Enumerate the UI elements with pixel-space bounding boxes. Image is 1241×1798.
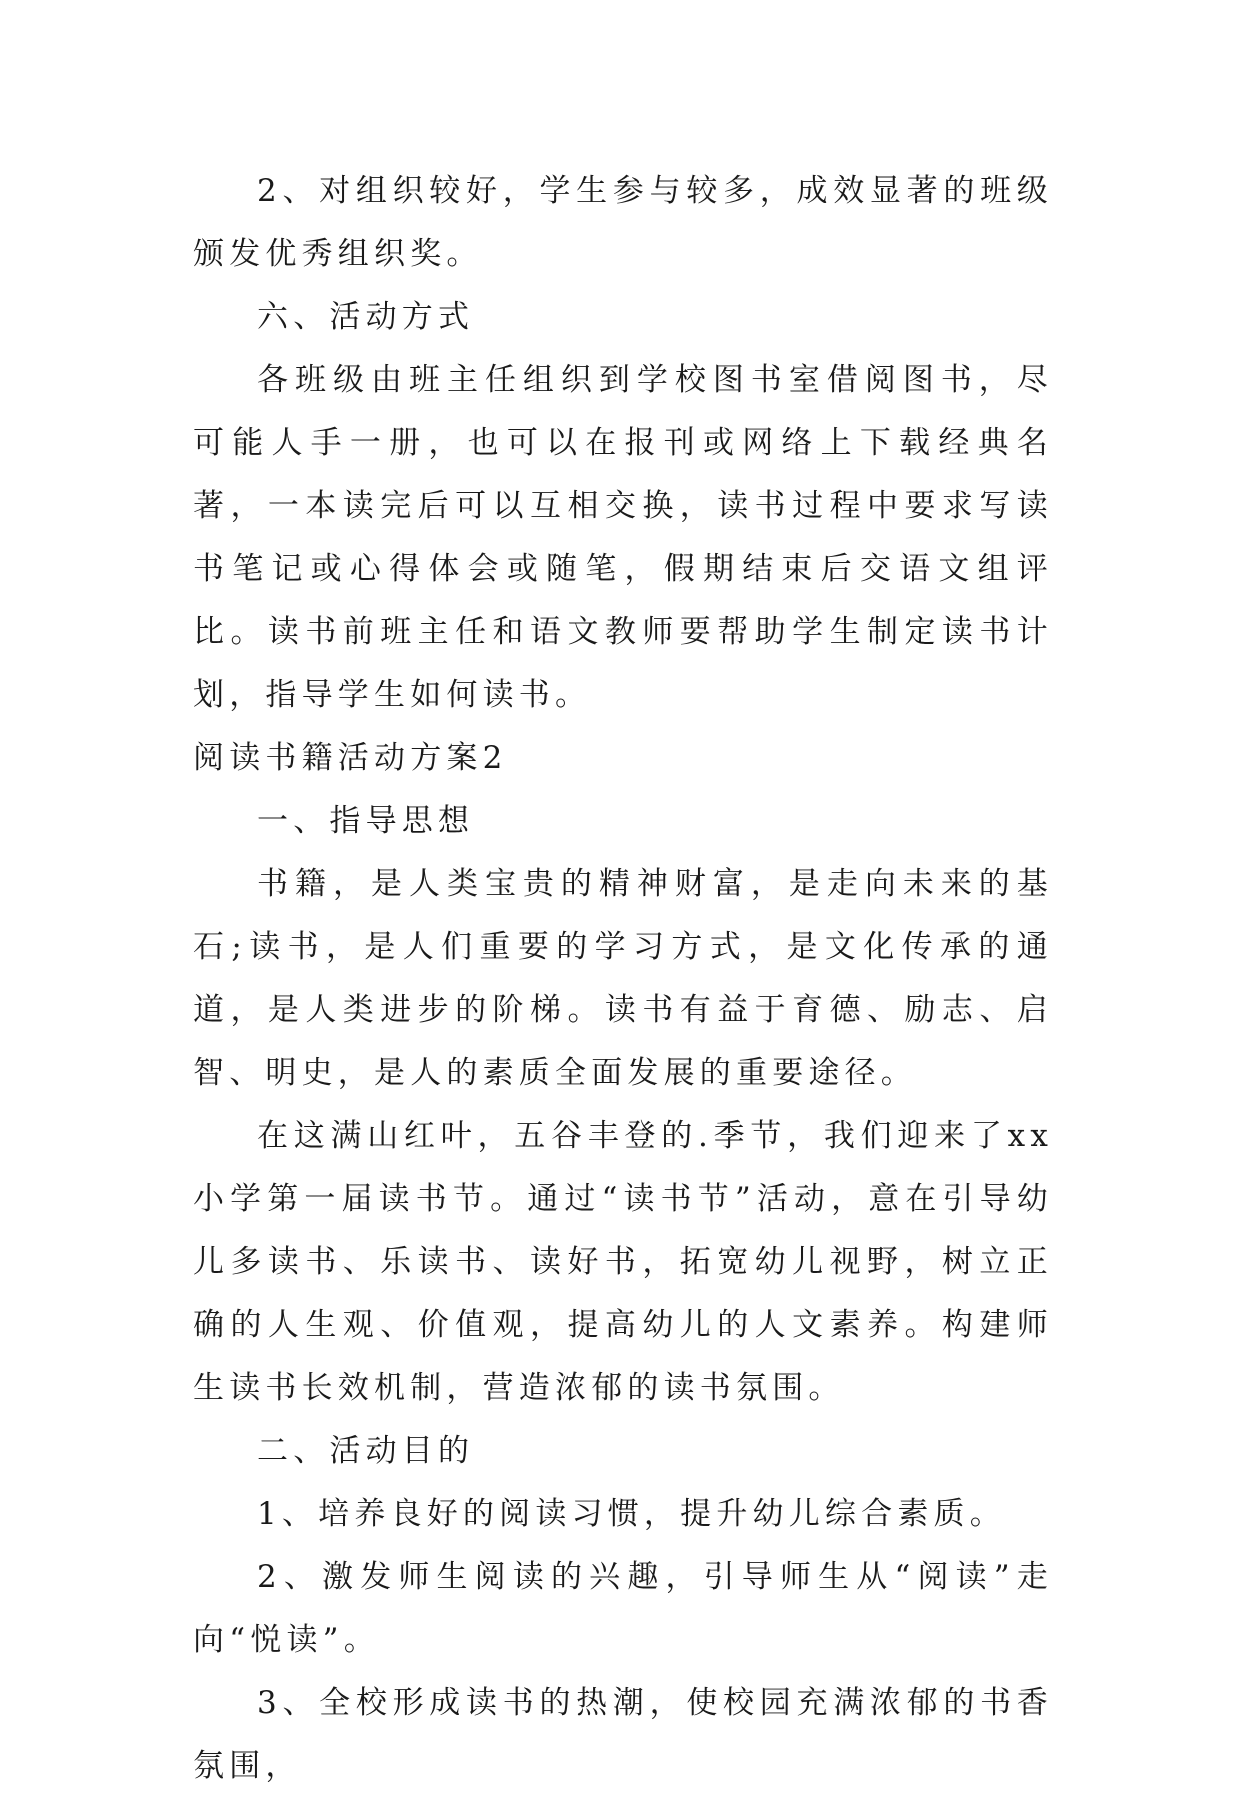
purpose-item-3: 3、全校形成读书的热潮，使校园充满浓郁的书香氛围，: [193, 1685, 1053, 1784]
reading-festival-paragraph: 在这满山红叶，五谷丰登的.季节，我们迎来了xx小学第一届读书节。通过“读书节”活动，意在引导幼儿多读书、乐读书、读好书，拓宽幼儿视野，树立正确的人生观、价值观，提高幼儿的人文素养。构建师生读书长效机制，营造浓郁的读书氛围。: [193, 1118, 1053, 1406]
document-body: [193, 160, 1053, 1798]
plan-title: 阅读书籍活动方案2: [193, 740, 508, 776]
guiding-thought-paragraph: 书籍，是人类宝贵的精神财富，是走向未来的基石;读书，是人们重要的学习方式，是文化传承的通道，是人类进步的阶梯。读书有益于育德、励志、启智、明史，是人的素质全面发展的重要途径。: [193, 866, 1053, 1091]
section-heading-guiding-thought: 一、指导思想: [257, 803, 475, 839]
activity-method-paragraph: 各班级由班主任组织到学校图书室借阅图书，尽可能人手一册，也可以在报刊或网络上下载经典名著，一本读完后可以互相交换，读书过程中要求写读书笔记或心得体会或随笔，假期结束后交语文组评比。读书前班主任和语文教师要帮助学生制定读书计划，指导学生如何读书。: [193, 362, 1053, 713]
award-item-2: 2、对组织较好，学生参与较多，成效显著的班级颁发优秀组织奖。: [193, 173, 1053, 272]
purpose-item-1: 1、培养良好的阅读习惯，提升幼儿综合素质。: [257, 1496, 1006, 1532]
purpose-item-2: 2、激发师生阅读的兴趣，引导师生从“阅读”走向“悦读”。: [193, 1559, 1053, 1658]
section-heading-activity-purpose: 二、活动目的: [257, 1433, 475, 1469]
section-heading-activity-method: 六、活动方式: [257, 299, 475, 335]
